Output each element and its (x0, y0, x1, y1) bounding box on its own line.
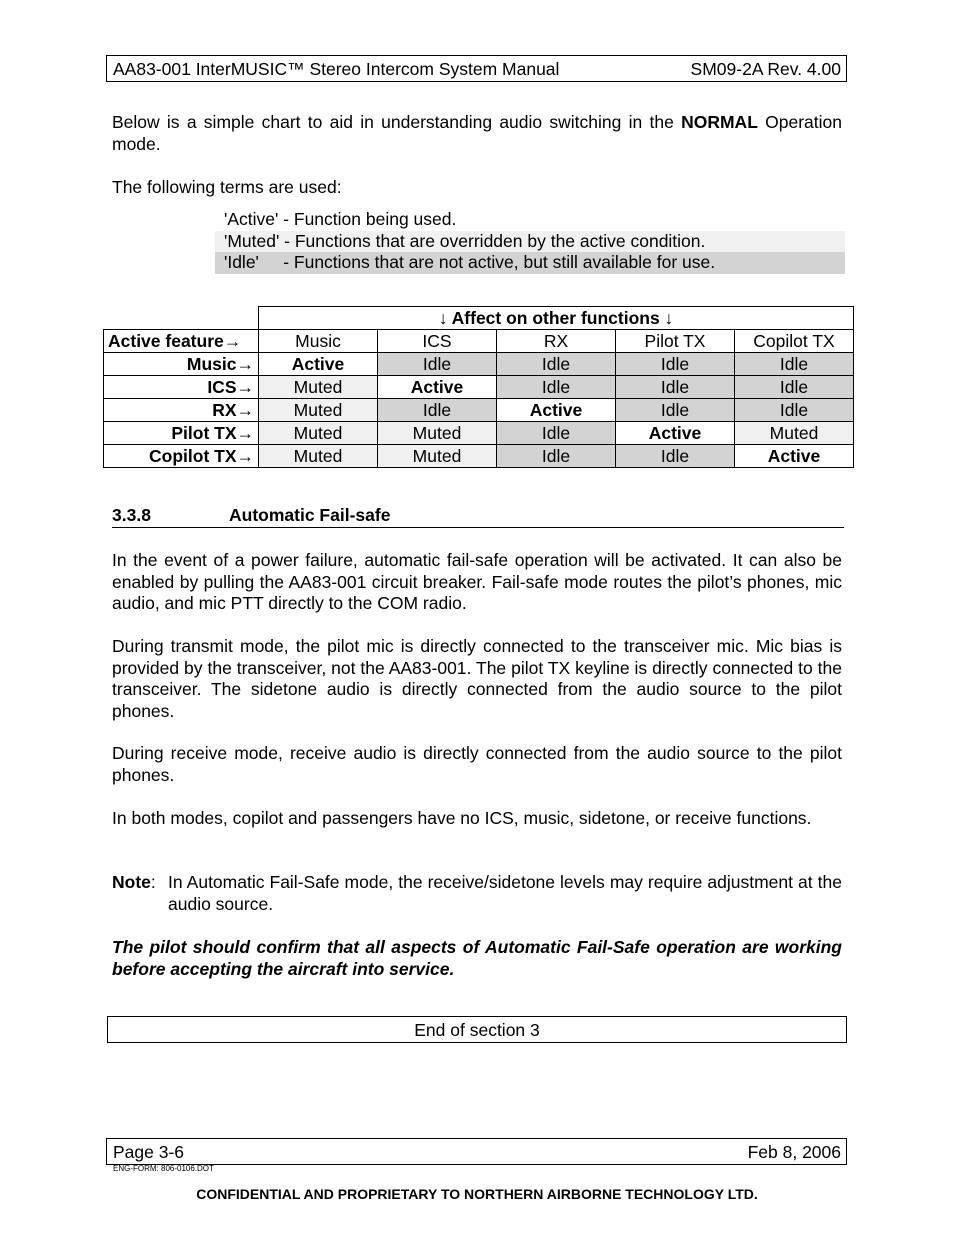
note (112, 872, 842, 916)
intro-text-after: Operation mode. (112, 112, 843, 154)
form-id: ENG-FORM: 806-0106.DOT (113, 1164, 214, 1173)
row-header: Copilot TX→ (104, 445, 259, 468)
table-row (104, 353, 854, 376)
column-header: Pilot TX (616, 330, 735, 353)
table-cell: Idle (497, 422, 616, 445)
table-cell: Idle (378, 353, 497, 376)
table-cell: Muted (259, 376, 378, 399)
terms-legend (215, 209, 845, 274)
table-row (104, 422, 854, 445)
table-cell: Idle (616, 445, 735, 468)
column-header: Copilot TX (735, 330, 854, 353)
end-of-section: End of section 3 (107, 1016, 847, 1043)
affect-header: ↓ Affect on other functions ↓ (259, 307, 854, 330)
table-cell: Active (378, 376, 497, 399)
page-footer (106, 1138, 847, 1165)
table-cell: Muted (259, 399, 378, 422)
note-colon: : (150, 872, 156, 892)
table-cell: Idle (378, 399, 497, 422)
column-header: RX (497, 330, 616, 353)
table-cell: Muted (735, 422, 854, 445)
table-cell: Muted (259, 422, 378, 445)
table-cell: Active (259, 353, 378, 376)
table-cell: Idle (735, 399, 854, 422)
table-row (104, 399, 854, 422)
page-number: Page 3-6 (113, 1142, 185, 1162)
table-cell: Muted (259, 445, 378, 468)
section-title: Automatic Fail-safe (229, 505, 391, 525)
intro-paragraph (112, 112, 842, 155)
row-header: Pilot TX→ (104, 422, 259, 445)
table-cell: Idle (497, 376, 616, 399)
table-row (104, 445, 854, 468)
table-cell: Active (497, 399, 616, 422)
table-top-header-row (104, 307, 854, 330)
table-cell: Idle (735, 376, 854, 399)
page-header (106, 55, 847, 82)
table-cell: Idle (497, 445, 616, 468)
body-paragraph: During receive mode, receive audio is directly connected from the audio source to the pilot phones. (112, 743, 842, 785)
footer-date: Feb 8, 2006 (747, 1142, 841, 1162)
table-column-header-row (104, 330, 854, 353)
section-number: 3.3.8 (112, 505, 151, 525)
term-idle: 'Idle' - Functions that are not active, but still available for use. (215, 252, 845, 274)
warning-statement: The pilot should confirm that all aspects of Automatic Fail-Safe operation are working before accepting the aircraft into service. (112, 937, 842, 979)
terms-lead: The following terms are used: (112, 177, 342, 197)
row-header: ICS→ (104, 376, 259, 399)
document-reference: SM09-2A Rev. 4.00 (690, 59, 841, 79)
table-cell: Idle (616, 353, 735, 376)
term-muted: 'Muted' - Functions that are overridden by the active condition. (215, 231, 845, 253)
section-heading (112, 505, 844, 528)
intro-bold-word: NORMAL (681, 112, 758, 132)
row-header: Music→ (104, 353, 259, 376)
table-cell: Idle (616, 399, 735, 422)
intro-text-before: Below is a simple chart to aid in understanding audio switching in the (112, 112, 682, 132)
term-active: 'Active' - Function being used. (224, 209, 457, 229)
audio-switching-table (103, 306, 854, 468)
table-row (104, 376, 854, 399)
table-cell: Idle (497, 353, 616, 376)
table-cell: Active (735, 445, 854, 468)
active-feature-label: Active feature→ (104, 330, 259, 353)
table-cell: Muted (378, 445, 497, 468)
column-header: Music (259, 330, 378, 353)
column-header: ICS (378, 330, 497, 353)
note-label: Note (112, 872, 151, 892)
blank-cell (104, 307, 259, 330)
table-cell: Active (616, 422, 735, 445)
row-header: RX→ (104, 399, 259, 422)
body-paragraph: In both modes, copilot and passengers have no ICS, music, sidetone, or receive functions. (112, 808, 812, 828)
note-text: In Automatic Fail-Safe mode, the receive/sidetone levels may require adjustment at the audio source. (168, 872, 842, 914)
confidential-notice: CONFIDENTIAL AND PROPRIETARY TO NORTHERN AIRBORNE TECHNOLOGY LTD. (196, 1186, 758, 1202)
table-cell: Idle (735, 353, 854, 376)
body-paragraph: During transmit mode, the pilot mic is directly connected to the transceiver mic. Mic bias is provided by the transceiver, not the AA83-001. The pilot TX keyline is directly connected to the transceiver. The sidetone audio is directly connected from the audio source to the pilot phones. (112, 636, 842, 721)
table-cell: Idle (616, 376, 735, 399)
table-cell: Muted (378, 422, 497, 445)
body-paragraph: In the event of a power failure, automatic fail-safe operation will be activated. It can also be enabled by pulling the AA83-001 circuit breaker. Fail-safe mode routes the pilot’s phones, mic audio, and mic PTT directly to the COM radio. (112, 550, 842, 613)
manual-title: AA83-001 InterMUSIC™ Stereo Intercom System Manual (113, 59, 560, 79)
